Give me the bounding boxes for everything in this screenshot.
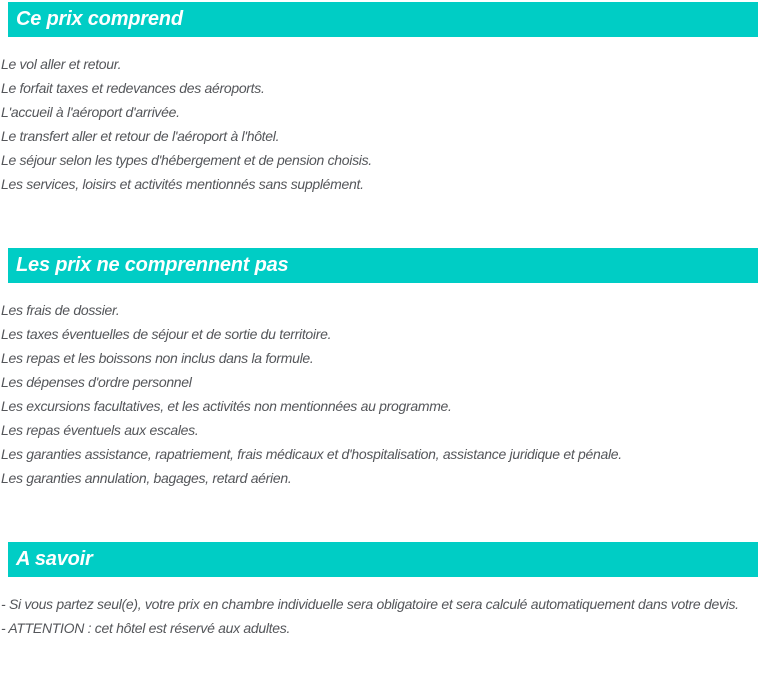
section-price-includes xyxy=(0,2,758,196)
list-item: Les excursions facultatives, et les activités non mentionnées au programme. xyxy=(1,398,452,414)
section-title-price-includes: Ce prix comprend xyxy=(16,8,183,30)
list-item: Les frais de dossier. xyxy=(1,302,120,318)
list-item: Les repas éventuels aux escales. xyxy=(1,422,199,438)
price-excludes-list xyxy=(0,283,758,490)
list-item: Le transfert aller et retour de l'aéroport à l'hôtel. xyxy=(1,128,280,144)
section-title-price-excludes: Les prix ne comprennent pas xyxy=(16,254,289,276)
section-header-bar xyxy=(8,2,758,37)
pricing-info-page xyxy=(0,2,758,685)
section-good-to-know xyxy=(0,542,758,640)
list-item: Les garanties annulation, bagages, retard aérien. xyxy=(1,470,292,486)
price-includes-list xyxy=(0,37,758,196)
list-item: Les services, loisirs et activités mentionnés sans supplément. xyxy=(1,176,364,192)
good-to-know-list xyxy=(0,577,758,640)
list-item: Le vol aller et retour. xyxy=(1,56,122,72)
section-header-bar xyxy=(8,248,758,283)
list-item: Le séjour selon les types d'hébergement et de pension choisis. xyxy=(1,152,372,168)
list-item: Les repas et les boissons non inclus dans la formule. xyxy=(1,350,314,366)
list-item: Les taxes éventuelles de séjour et de sortie du territoire. xyxy=(1,326,332,342)
list-item: Les dépenses d'ordre personnel xyxy=(1,374,192,390)
list-item: - ATTENTION : cet hôtel est réservé aux adultes. xyxy=(1,620,291,636)
list-item: L'accueil à l'aéroport d'arrivée. xyxy=(1,104,180,120)
section-price-excludes xyxy=(0,248,758,490)
list-item: Les garanties assistance, rapatriement, frais médicaux et d'hospitalisation, assistance juridique et pénale. xyxy=(1,446,622,462)
section-title-good-to-know: A savoir xyxy=(16,548,93,570)
list-item: - Si vous partez seul(e), votre prix en chambre individuelle sera obligatoire et sera calculé automatiquement dans votre devis. xyxy=(1,596,739,612)
list-item: Le forfait taxes et redevances des aéroports. xyxy=(1,80,265,96)
section-header-bar xyxy=(8,542,758,577)
